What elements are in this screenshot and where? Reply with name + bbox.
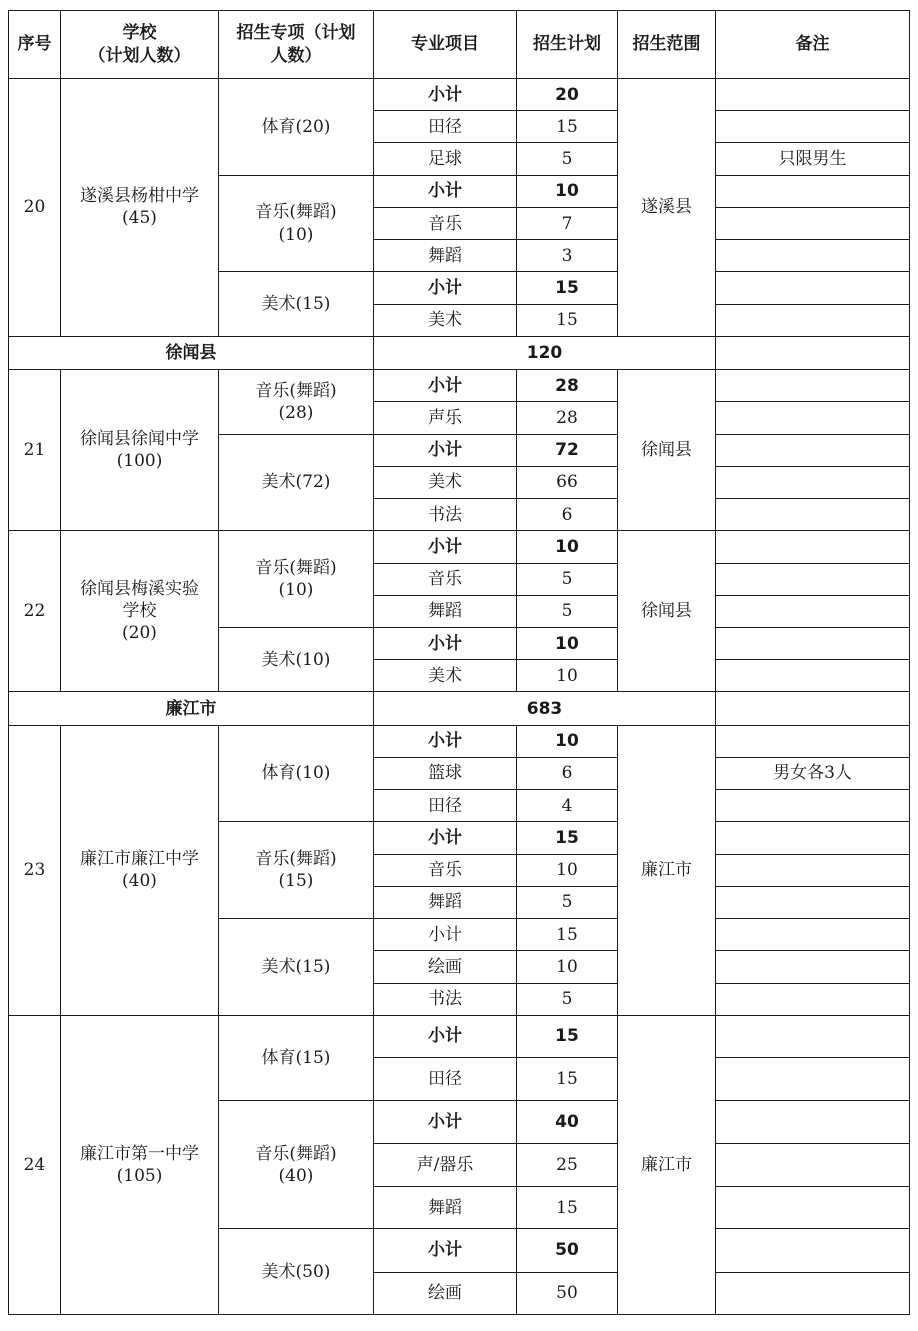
remark-cell [716, 1272, 910, 1314]
item-name: 音乐 [374, 207, 517, 239]
remark-cell [716, 434, 910, 466]
header-note: 备注 [716, 11, 910, 79]
remark-cell [716, 983, 910, 1015]
remark-cell [716, 499, 910, 531]
subtotal-value: 10 [517, 725, 618, 757]
remark-cell [716, 660, 910, 692]
specialty-group: 美术(72) [219, 434, 374, 531]
item-count: 28 [517, 402, 618, 434]
remark-cell [716, 725, 910, 757]
item-count: 10 [517, 854, 618, 886]
item-name: 舞蹈 [374, 1187, 517, 1229]
remark-cell [716, 304, 910, 336]
enroll-scope: 廉江市 [618, 725, 716, 1015]
table-row [9, 531, 910, 563]
item-name: 声乐 [374, 402, 517, 434]
header-project: 专业项目 [374, 11, 517, 79]
item-count: 3 [517, 240, 618, 272]
subtotal-value: 28 [517, 370, 618, 402]
remark-cell [716, 111, 910, 143]
region-total: 683 [374, 692, 716, 725]
specialty-group: 体育(10) [219, 725, 374, 822]
item-count: 15 [517, 1187, 618, 1229]
item-name: 绘画 [374, 1272, 517, 1314]
school-name: 徐闻县梅溪实验 学校 (20) [61, 531, 219, 692]
remark-cell [716, 336, 910, 369]
region-name: 徐闻县 [9, 336, 374, 369]
school-seq: 24 [9, 1015, 61, 1314]
item-count: 5 [517, 983, 618, 1015]
item-name: 舞蹈 [374, 240, 517, 272]
item-name: 田径 [374, 790, 517, 822]
table-row [9, 370, 910, 402]
remark-cell [716, 790, 910, 822]
subtotal-label: 小计 [374, 272, 517, 304]
remark-cell [716, 627, 910, 659]
enroll-scope: 遂溪县 [618, 79, 716, 337]
subtotal-value: 40 [517, 1101, 618, 1143]
item-name: 声/器乐 [374, 1143, 517, 1186]
remark-cell [716, 240, 910, 272]
item-name: 书法 [374, 499, 517, 531]
subtotal-label: 小计 [374, 175, 517, 207]
table-row [9, 1015, 910, 1057]
subtotal-value: 20 [517, 79, 618, 111]
specialty-group: 音乐(舞蹈) (15) [219, 822, 374, 919]
specialty-group: 美术(50) [219, 1229, 374, 1315]
specialty-group: 体育(20) [219, 79, 374, 176]
remark-cell [716, 207, 910, 239]
remark-cell: 只限男生 [716, 143, 910, 175]
item-name: 音乐 [374, 854, 517, 886]
header-seq: 序号 [9, 11, 61, 79]
remark-cell [716, 1058, 910, 1101]
item-count: 10 [517, 951, 618, 983]
subtotal-label: 小计 [374, 627, 517, 659]
item-count: 7 [517, 207, 618, 239]
item-name: 美术 [374, 304, 517, 336]
school-name: 徐闻县徐闻中学 (100) [61, 370, 219, 531]
item-count: 4 [517, 790, 618, 822]
item-name: 书法 [374, 983, 517, 1015]
subtotal-label: 小计 [374, 822, 517, 854]
item-count: 6 [517, 499, 618, 531]
enroll-scope: 廉江市 [618, 1015, 716, 1314]
remark-cell [716, 272, 910, 304]
remark-cell [716, 79, 910, 111]
subtotal-value: 15 [517, 272, 618, 304]
subtotal-value: 15 [517, 1015, 618, 1057]
remark-cell [716, 692, 910, 725]
enrollment-plan-table [8, 10, 910, 1315]
item-count: 5 [517, 595, 618, 627]
item-name: 美术 [374, 660, 517, 692]
subtotal-label: 小计 [374, 370, 517, 402]
item-name: 舞蹈 [374, 595, 517, 627]
subtotal-label: 小计 [374, 434, 517, 466]
item-count: 15 [517, 304, 618, 336]
header-plan: 招生计划 [517, 11, 618, 79]
remark-cell [716, 370, 910, 402]
subtotal-value: 15 [517, 919, 618, 951]
region-name: 廉江市 [9, 692, 374, 725]
subtotal-label: 小计 [374, 919, 517, 951]
specialty-group: 美术(15) [219, 919, 374, 1016]
item-name: 篮球 [374, 757, 517, 789]
subtotal-label: 小计 [374, 1015, 517, 1057]
subtotal-value: 72 [517, 434, 618, 466]
item-name: 舞蹈 [374, 886, 517, 918]
item-count: 5 [517, 143, 618, 175]
school-name: 遂溪县杨柑中学 (45) [61, 79, 219, 337]
remark-cell [716, 1229, 910, 1272]
subtotal-label: 小计 [374, 1229, 517, 1272]
item-count: 50 [517, 1272, 618, 1314]
table-row [9, 79, 910, 111]
item-count: 6 [517, 757, 618, 789]
item-name: 足球 [374, 143, 517, 175]
specialty-group: 音乐(舞蹈) (40) [219, 1101, 374, 1229]
item-name: 绘画 [374, 951, 517, 983]
remark-cell [716, 531, 910, 563]
school-seq: 23 [9, 725, 61, 1015]
subtotal-value: 15 [517, 822, 618, 854]
subtotal-value: 10 [517, 627, 618, 659]
remark-cell [716, 466, 910, 498]
subtotal-label: 小计 [374, 79, 517, 111]
region-total: 120 [374, 336, 716, 369]
remark-cell [716, 1187, 910, 1229]
remark-cell [716, 951, 910, 983]
item-count: 5 [517, 563, 618, 595]
item-count: 15 [517, 1058, 618, 1101]
specialty-group: 音乐(舞蹈) (10) [219, 531, 374, 628]
subtotal-label: 小计 [374, 725, 517, 757]
header-school: 学校 （计划人数） [61, 11, 219, 79]
item-count: 25 [517, 1143, 618, 1186]
remark-cell: 男女各3人 [716, 757, 910, 789]
school-seq: 20 [9, 79, 61, 337]
remark-cell [716, 854, 910, 886]
specialty-group: 音乐(舞蹈) (28) [219, 370, 374, 434]
header-scope: 招生范围 [618, 11, 716, 79]
item-name: 田径 [374, 1058, 517, 1101]
item-count: 5 [517, 886, 618, 918]
item-name: 美术 [374, 466, 517, 498]
specialty-group: 体育(15) [219, 1015, 374, 1101]
enroll-scope: 徐闻县 [618, 531, 716, 692]
item-count: 10 [517, 660, 618, 692]
item-count: 66 [517, 466, 618, 498]
table-row [9, 725, 910, 757]
school-name: 廉江市第一中学 (105) [61, 1015, 219, 1314]
subtotal-value: 50 [517, 1229, 618, 1272]
remark-cell [716, 822, 910, 854]
header-special: 招生专项（计划 人数） [219, 11, 374, 79]
school-seq: 21 [9, 370, 61, 531]
specialty-group: 音乐(舞蹈) (10) [219, 175, 374, 272]
subtotal-value: 10 [517, 175, 618, 207]
school-seq: 22 [9, 531, 61, 692]
subtotal-label: 小计 [374, 531, 517, 563]
item-name: 音乐 [374, 563, 517, 595]
item-count: 15 [517, 111, 618, 143]
header-row [9, 11, 910, 79]
specialty-group: 美术(15) [219, 272, 374, 336]
remark-cell [716, 1101, 910, 1143]
remark-cell [716, 886, 910, 918]
specialty-group: 美术(10) [219, 627, 374, 691]
remark-cell [716, 919, 910, 951]
region-row [9, 692, 910, 725]
remark-cell [716, 1015, 910, 1057]
remark-cell [716, 595, 910, 627]
remark-cell [716, 175, 910, 207]
remark-cell [716, 402, 910, 434]
subtotal-value: 10 [517, 531, 618, 563]
school-name: 廉江市廉江中学 (40) [61, 725, 219, 1015]
subtotal-label: 小计 [374, 1101, 517, 1143]
item-name: 田径 [374, 111, 517, 143]
enroll-scope: 徐闻县 [618, 370, 716, 531]
region-row [9, 336, 910, 369]
remark-cell [716, 1143, 910, 1186]
remark-cell [716, 563, 910, 595]
